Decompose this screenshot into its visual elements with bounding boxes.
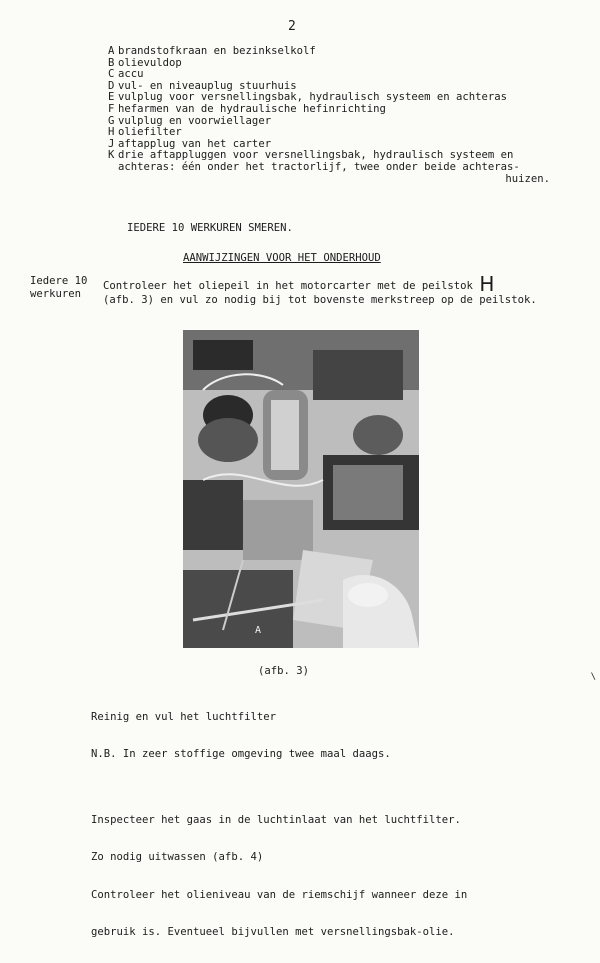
instruction-line: gebruik is. Eventueel bijvullen met versnellingsbak-olie.	[91, 925, 455, 938]
margin-mark: \	[590, 672, 596, 682]
instruction-line: Reinig en vul het luchtfilter	[91, 710, 276, 723]
legend-item	[108, 46, 550, 58]
smear-heading: IEDERE 10 WERKUREN SMEREN.	[127, 222, 293, 234]
legend-key: J	[108, 137, 115, 150]
figure-caption: (afb. 3)	[258, 665, 310, 677]
legend-text: oliefilter	[118, 126, 182, 139]
legend-key: H	[108, 126, 115, 139]
legend-text: vul- en niveauplug stuurhuis	[118, 79, 297, 92]
legend-item	[108, 127, 550, 139]
interval-label	[30, 275, 87, 301]
legend-key: D	[108, 79, 115, 92]
component-legend	[108, 46, 550, 185]
legend-text: vulplug en voorwiellager	[118, 114, 272, 127]
interval-line: werkuren	[30, 288, 82, 300]
bottom-instructions	[91, 686, 467, 963]
legend-text: aftapplug van het carter	[118, 137, 272, 150]
instruction-line: Controleer het olieniveau van de riemschijf wanneer deze in	[91, 888, 468, 901]
maintenance-title: AANWIJZINGEN VOOR HET ONDERHOUD	[183, 252, 381, 264]
legend-text: olievuldop	[118, 56, 182, 69]
legend-text: vulplug voor versnellingsbak, hydraulisch systeem en achteras	[118, 91, 508, 104]
legend-key: B	[108, 56, 115, 69]
legend-text: accu	[118, 68, 144, 81]
engine-photo	[183, 330, 419, 648]
interval-line: Iedere 10	[30, 275, 88, 287]
page-number: 2	[288, 19, 296, 34]
legend-continuation: huizen.	[505, 172, 550, 185]
photo-label-a: A	[255, 625, 262, 636]
legend-text: hefarmen van de hydraulische hefinrichting	[118, 102, 386, 115]
legend-key: C	[108, 68, 115, 81]
instruction-line: Controleer het oliepeil in het motorcarter met de peilstok	[103, 280, 473, 292]
legend-key: A	[108, 45, 115, 57]
legend-key: K	[108, 149, 115, 162]
legend-key: G	[108, 114, 115, 127]
legend-continuation: achteras: één onder het tractorlijf, twee onder beide achteras-	[118, 160, 520, 173]
legend-item	[108, 104, 550, 116]
instruction-line: (afb. 3) en vul zo nodig bij tot bovenste merkstreep op de peilstok.	[103, 294, 537, 306]
instruction-text	[103, 272, 573, 307]
engine-photo-graphic	[183, 330, 419, 648]
legend-key: F	[108, 102, 115, 115]
handwritten-h: H	[479, 272, 495, 296]
legend-text: brandstofkraan en bezinkselkolf	[118, 45, 316, 57]
instruction-line: Zo nodig uitwassen (afb. 4)	[91, 851, 264, 864]
legend-key: E	[108, 91, 115, 104]
legend-text: drie aftappluggen voor versnellingsbak, hydraulisch systeem en	[118, 149, 514, 162]
legend-item	[108, 58, 550, 70]
instruction-line: N.B. In zeer stoffige omgeving twee maal daags.	[91, 748, 391, 761]
instruction-line: Inspecteer het gaas in de luchtinlaat van het luchtfilter.	[91, 814, 461, 827]
spacer	[91, 785, 467, 789]
